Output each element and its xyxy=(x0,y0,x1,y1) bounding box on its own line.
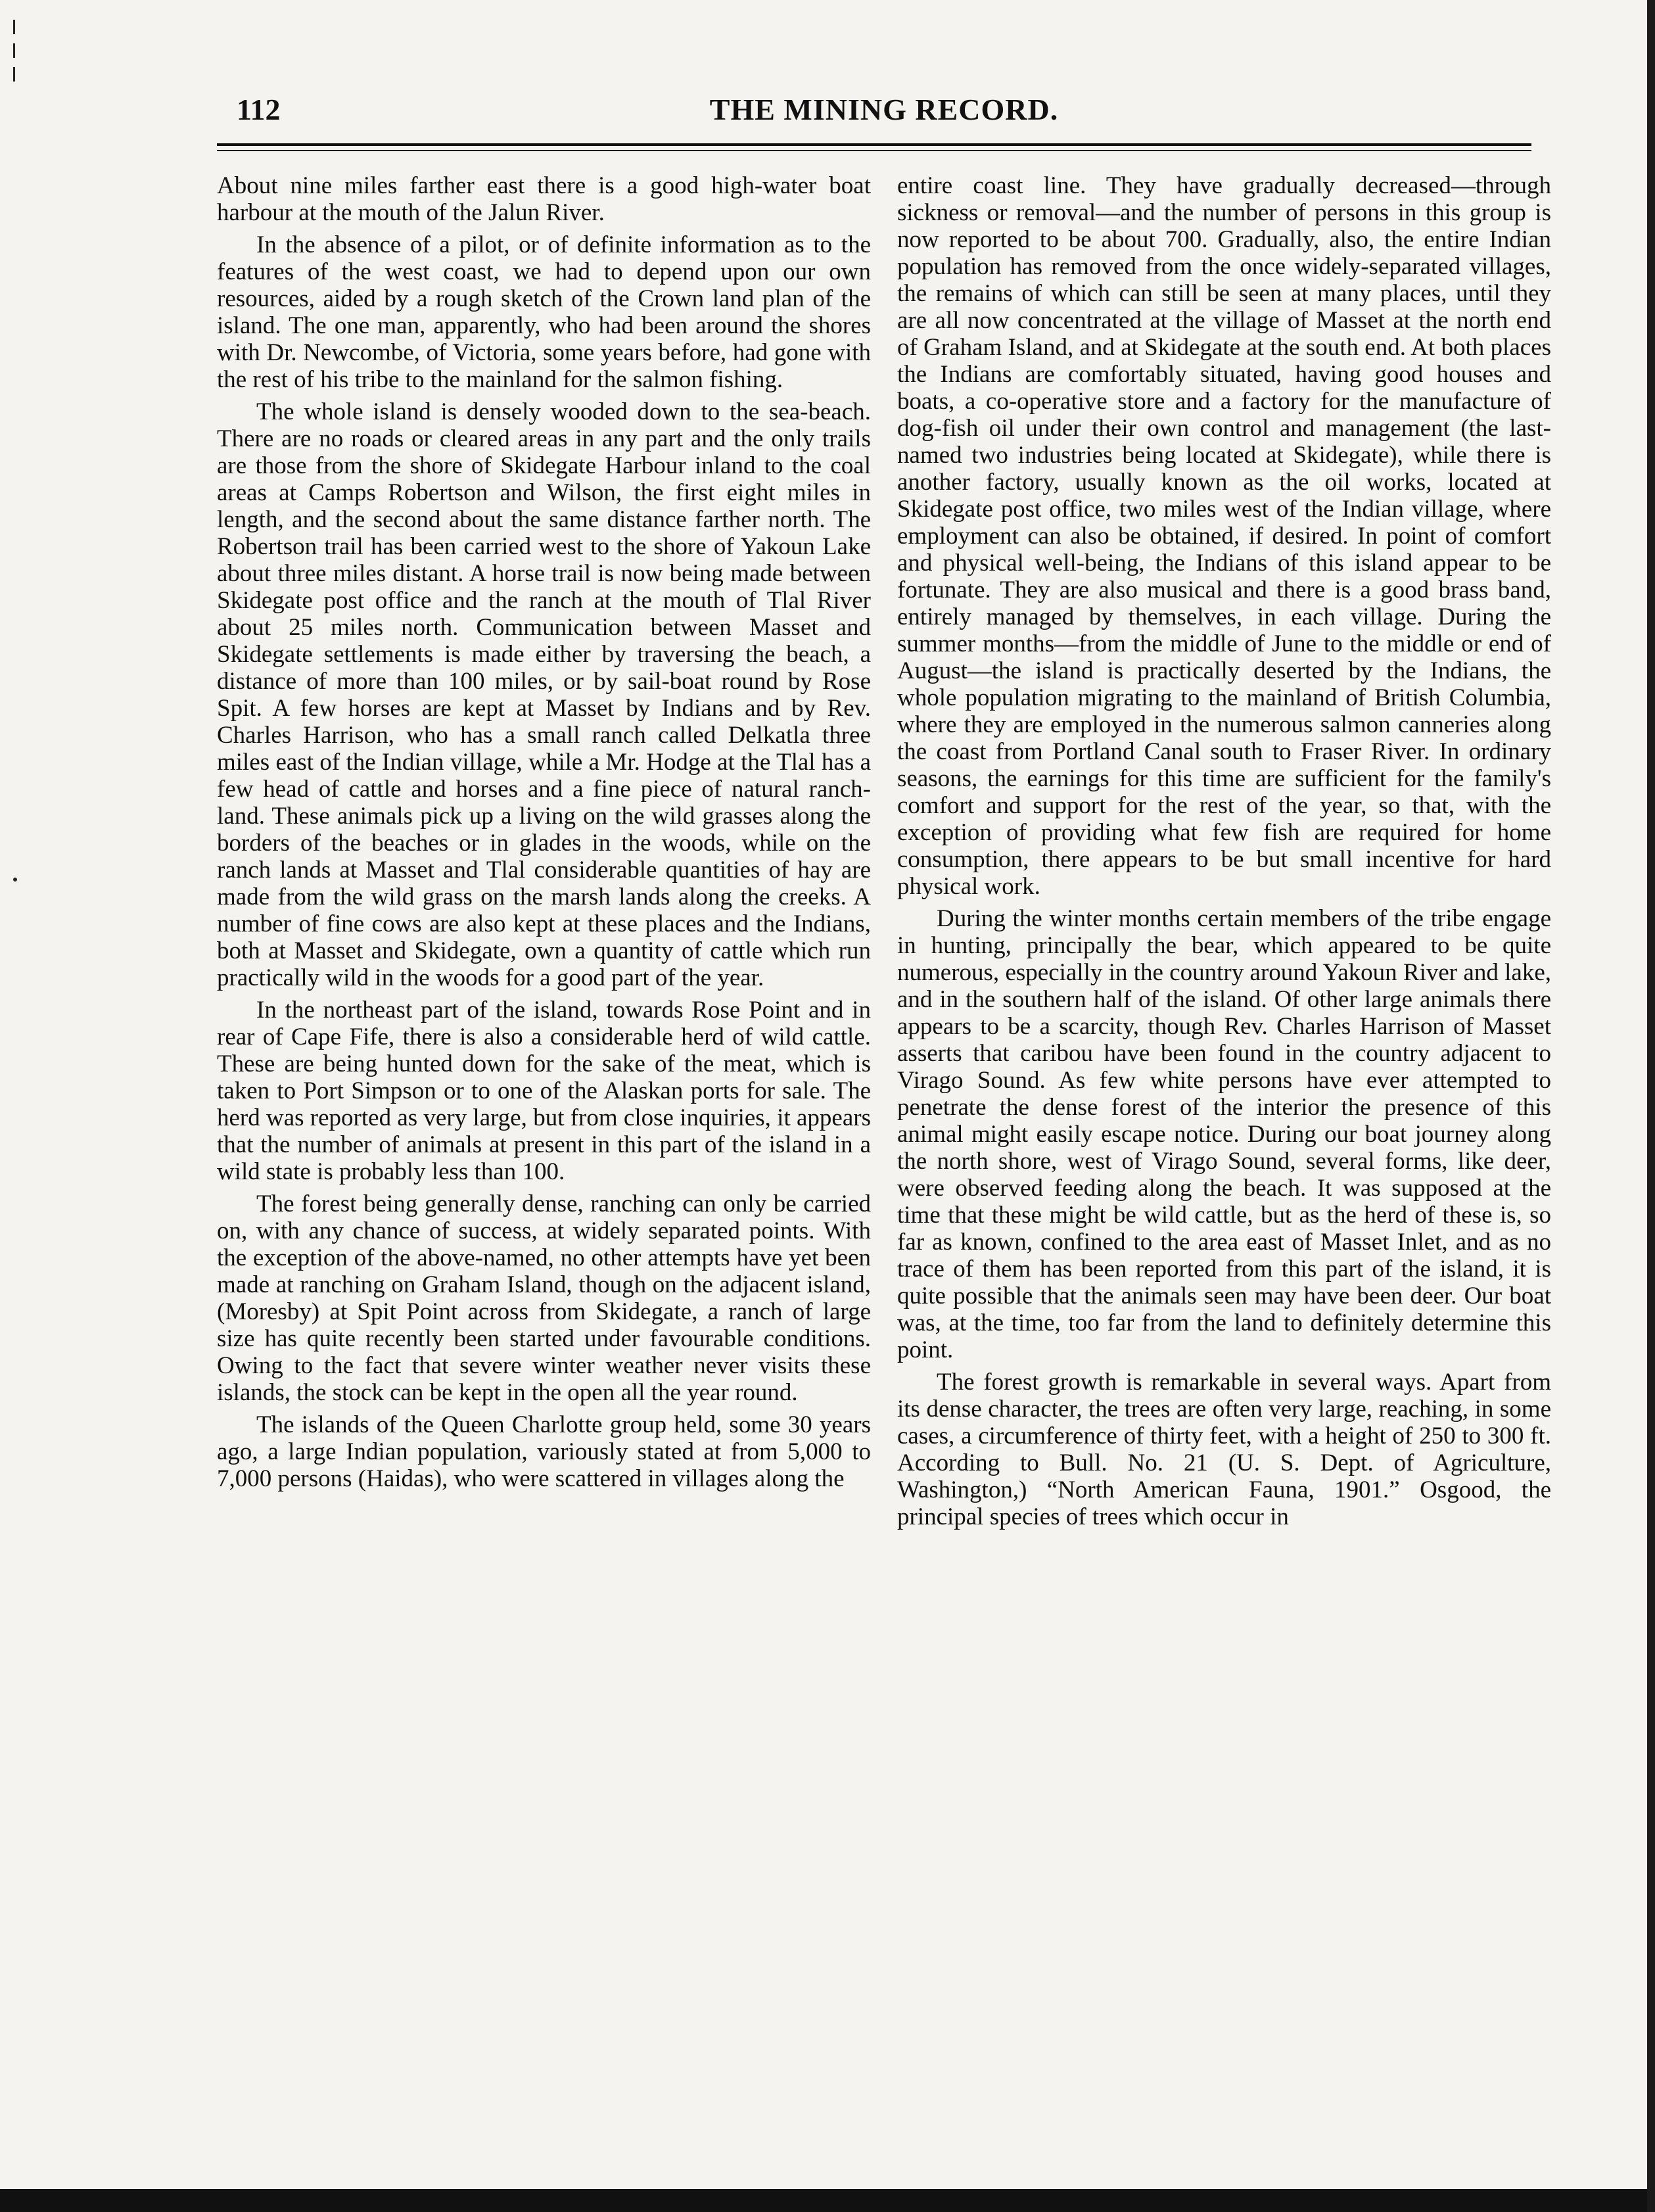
scan-right-edge xyxy=(1647,0,1655,2212)
page-header xyxy=(237,92,1531,138)
paragraph: In the northeast part of the island, towards Rose Point and in rear of Cape Fife, there is also a considerable herd of wild cattle. These are being hunted down for the sake of the meat, which is taken to Port Simpson or to one of the Alaskan ports for sale. The herd was reported as very large, but from close inquiries, it appears that the number of animals at present in this part of the island in a wild state is probably less than 100. xyxy=(217,997,871,1185)
paragraph: The forest growth is remarkable in several ways. Apart from its dense character, the trees are often very large, reaching, in some cases, a circumference of thirty feet, with a height of 250 to 300 ft. According to Bull. No. 21 (U. S. Dept. of Agriculture, Washington,) “North American Fauna, 1901.” Osgood, the principal species of trees which occur in xyxy=(897,1369,1551,1530)
paragraph: About nine miles farther east there is a good high-water boat harbour at the mouth of the Jalun River. xyxy=(217,172,871,226)
header-rule xyxy=(217,143,1531,146)
left-column xyxy=(217,172,871,2000)
paragraph: The forest being generally dense, ranching can only be carried on, with any chance of success, at widely separated points. With the exception of the above-named, no other attempts have yet been made at ranching on Graham Island, though on the adjacent island, (Moresby) at Spit Point across from Skidegate, a ranch of large size has quite recently been started under favourable conditions. Owing to the fact that severe winter weather never visits these islands, the stock can be kept in the open all the year round. xyxy=(217,1190,871,1406)
article-body xyxy=(217,172,1551,2000)
scan-bottom-edge xyxy=(0,2189,1655,2212)
paragraph: During the winter months certain members of the tribe engage in hunting, principally the bear, which appeared to be quite numerous, especially in the country around Yakoun River and lake, and in the southern half of the island. Of other large animals there appears to be a scarcity, though Rev. Charles Harrison of Masset asserts that caribou have been found in the country adjacent to Virago Sound. As few white persons have ever attempted to penetrate the dense forest of the interior the presence of this animal might easily escape notice. During our boat journey along the north shore, west of Virago Sound, several forms, like deer, were observed feeding along the beach. It was supposed at the time that these might be wild cattle, but as the herd of these is, so far as known, confined to the area east of Masset Inlet, and as no trace of them has been reported from this part of the island, it is quite possible that the animals seen may have been deer. Our boat was, at the time, too far from the land to definitely determine this point. xyxy=(897,905,1551,1363)
paragraph: The whole island is densely wooded down to the sea-beach. There are no roads or cleared areas in any part and the only trails are those from the shore of Skidegate Harbour inland to the coal areas at Camps Robertson and Wilson, the first eight miles in length, and the second about the same distance farther north. The Robertson trail has been carried west to the shore of Yakoun Lake about three miles distant. A horse trail is now being made between Skidegate post office and the ranch at the mouth of Tlal River about 25 miles north. Communication between Masset and Skidegate settlements is made either by traversing the beach, a distance of more than 100 miles, or by sail-boat round by Rose Spit. A few horses are kept at Masset by Indians and by Rev. Charles Harrison, who has a small ranch called Delkatla three miles east of the Indian village, while a Mr. Hodge at the Tlal has a few head of cattle and horses and a fine piece of natural ranch-land. These animals pick up a living on the wild grasses along the borders of the beaches or in glades in the woods, while on the ranch lands at Masset and Tlal considerable quantities of hay are made from the wild grass on the marsh lands along the creeks. A number of fine cows are also kept at these places and the Indians, both at Masset and Skidegate, own a quantity of cattle which run practically wild in the woods for a good part of the year. xyxy=(217,398,871,991)
running-title: THE MINING RECORD. xyxy=(709,93,1059,126)
right-column xyxy=(897,172,1551,2000)
paragraph: In the absence of a pilot, or of definite information as to the features of the west coast, we had to depend upon our own resources, aided by a rough sketch of the Crown land plan of the island. The one man, apparently, who had been around the shores with Dr. Newcombe, of Victoria, some years before, had gone with the rest of his tribe to the mainland for the salmon fishing. xyxy=(217,231,871,393)
page-number: 112 xyxy=(237,93,281,126)
header-rule-thin xyxy=(217,150,1531,151)
margin-mark xyxy=(13,43,15,58)
paragraph: entire coast line. They have gradually decreased—through sickness or removal—and the number of persons in this group is now reported to be about 700. Gradually, also, the entire Indian population has removed from the once widely-separated villages, the remains of which can still be seen at many places, until they are all now concentrated at the village of Masset at the north end of Graham Island, and at Skidegate at the south end. At both places the Indians are comfortably situated, having good houses and boats, a co-operative store and a factory for the manufacture of dog-fish oil under their own control and management (the last-named two industries being located at Skidegate), while there is another factory, usually known as the oil works, located at Skidegate post office, two miles west of the Indian village, where employment can also be obtained, if desired. In point of comfort and physical well-being, the Indians of this island appear to be fortunate. They are also musical and there is a good brass band, entirely managed by themselves, in each village. During the summer months—from the middle of June to the middle or end of August—the island is practically deserted by the Indians, the whole population migrating to the mainland of British Columbia, where they are employed in the numerous salmon canneries along the coast from Portland Canal south to Fraser River. In ordinary seasons, the earnings for this time are sufficient for the family's comfort and support for the rest of the year, so that, with the exception of providing what few fish are required for home consumption, there appears to be but small incentive for hard physical work. xyxy=(897,172,1551,900)
margin-dot xyxy=(13,878,17,882)
margin-mark xyxy=(13,67,15,82)
margin-marks xyxy=(12,20,17,92)
paragraph: The islands of the Queen Charlotte group held, some 30 years ago, a large Indian population, variously stated at from 5,000 to 7,000 persons (Haidas), who were scattered in villages along the xyxy=(217,1411,871,1492)
margin-mark xyxy=(13,20,15,34)
